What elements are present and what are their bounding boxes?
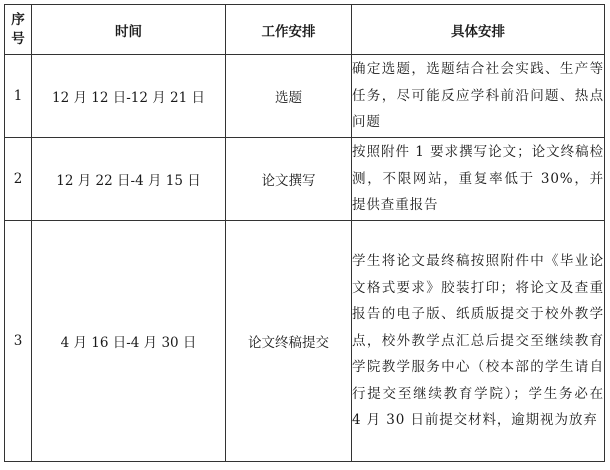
row-work: 论文终稿提交 — [226, 221, 352, 462]
row-work: 论文撰写 — [226, 138, 352, 221]
row-index: 2 — [5, 138, 32, 221]
row-index: 1 — [5, 55, 32, 138]
table-row — [5, 221, 605, 462]
row-work: 选题 — [226, 55, 352, 138]
table-row — [5, 55, 605, 138]
table-body — [5, 55, 605, 462]
row-detail: 确定选题，选题结合社会实践、生产等任务，尽可能反应学科前沿问题、热点问题 — [352, 55, 605, 138]
row-time: 12 月 12 日-12 月 21 日 — [32, 55, 226, 138]
row-detail: 按照附件 1 要求撰写论文；论文终稿检测，不限网站，重复率低于 30%，并提供查重报告 — [352, 138, 605, 221]
header-time: 时间 — [32, 5, 226, 55]
row-index: 3 — [5, 221, 32, 462]
header-detail: 具体安排 — [352, 5, 605, 55]
table-header — [5, 5, 605, 55]
schedule-table — [4, 4, 605, 462]
header-work: 工作安排 — [226, 5, 352, 55]
row-detail: 学生将论文最终稿按照附件中《毕业论文格式要求》胶装打印；将论文及查重报告的电子版、纸质版提交于校外教学点，校外教学点汇总后提交至继续教育学院教学服务中心（校本部的学生请自行提交至继续教育学院）；学生务必在 4 月 30 日前提交材料，逾期视为放弃 — [352, 221, 605, 462]
table-row — [5, 138, 605, 221]
row-time: 4 月 16 日-4 月 30 日 — [32, 221, 226, 462]
row-time: 12 月 22 日-4 月 15 日 — [32, 138, 226, 221]
header-index: 序号 — [5, 5, 32, 55]
header-row — [5, 5, 605, 55]
